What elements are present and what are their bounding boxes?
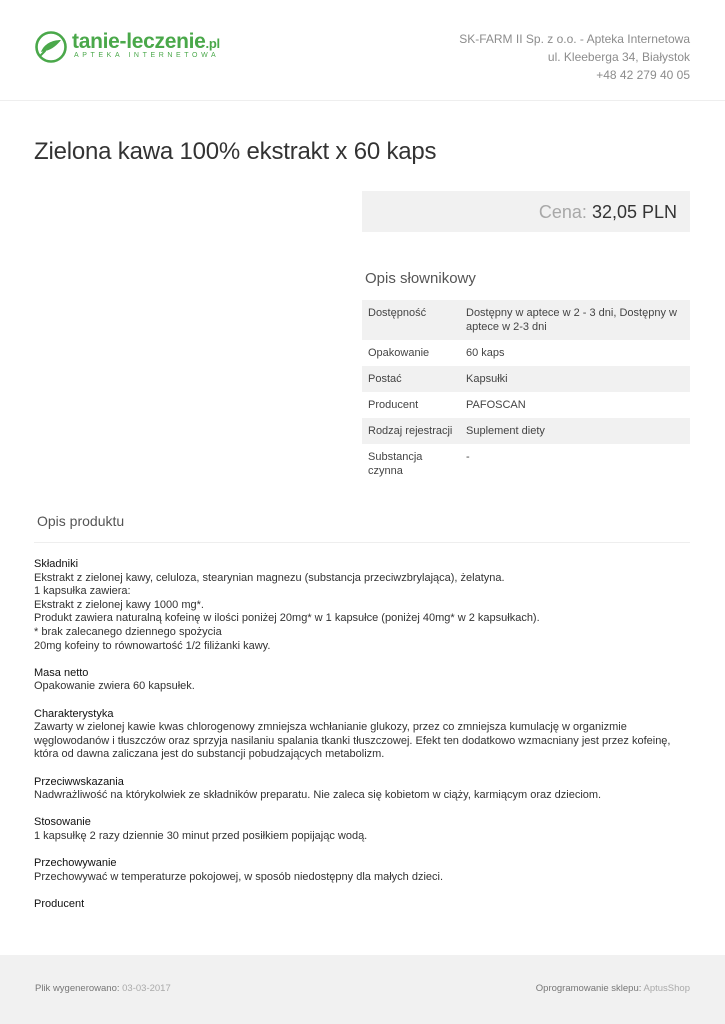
table-row: [362, 392, 690, 418]
company-name: SK-FARM II Sp. z o.o. - Apteka Internetowa: [459, 32, 690, 46]
section-line: * brak zalecanego dziennego spożycia: [34, 625, 222, 638]
table-row: [362, 300, 690, 340]
section-line: Opakowanie zwiera 60 kapsułek.: [34, 680, 195, 693]
attribute-key: Producent: [368, 399, 419, 411]
software-label: Oprogramowanie sklepu:: [535, 983, 642, 994]
section-line: 1 kapsułkę 2 razy dziennie 30 minut przed posiłkiem popijając wodą.: [34, 829, 368, 842]
description-section: [34, 667, 690, 694]
leaf-swoosh-logo-icon: [34, 30, 68, 64]
attributes-table: [362, 300, 690, 484]
logo-wordmark: [72, 30, 220, 54]
section-line: Przechowywać w temperaturze pokojowej, w sposób niedostępny dla małych dzieci.: [34, 870, 444, 883]
section-line: 1 kapsułka zawiera:: [34, 585, 131, 598]
company-address: ul. Kleeberga 34, Białystok: [547, 50, 690, 64]
description-section: [34, 816, 690, 843]
pharmacy-logo[interactable]: [34, 28, 234, 68]
price: [539, 202, 677, 223]
description-section: [34, 898, 690, 912]
attribute-key: Rodzaj rejestracji: [368, 425, 453, 437]
software-info: [536, 983, 690, 994]
attribute-value: -: [466, 451, 470, 463]
section-heading: Przechowywanie: [34, 857, 117, 870]
divider: [34, 542, 690, 543]
attribute-value: Suplement diety: [466, 425, 545, 437]
software-link[interactable]: AptusShop: [643, 983, 690, 994]
section-line: Nadwrażliwość na którykolwiek ze składników preparatu. Nie zaleca się kobietom w ciąży, karmiącym oraz dzieciom.: [34, 789, 602, 802]
section-heading: Przeciwwskazania: [34, 775, 124, 788]
page-header: [0, 0, 725, 101]
section-heading: Masa netto: [34, 666, 89, 679]
attribute-key: Dostępność: [368, 307, 427, 319]
section-line: węglowodanów i tłuszczów oraz sprzyja nasilaniu spalania tkanki tłuszczowej. Efekt ten dodatkowo wzmacniany jest przez kofeinę,: [34, 734, 671, 747]
price-label: Cena:: [538, 202, 587, 222]
section-line: Ekstrakt z zielonej kawy, celuloza, stearynian magnezu (substancja przeciwzbrylająca), żelatyna.: [34, 571, 505, 584]
generated-label: Plik wygenerowano:: [35, 983, 120, 994]
dictionary-title: Opis słownikowy: [365, 270, 476, 287]
attribute-key: Postać: [368, 373, 402, 385]
section-heading: Charakterystyka: [34, 707, 114, 720]
table-row: [362, 366, 690, 392]
section-line: 20mg kofeiny to równowartość 1/2 filiżanki kawy.: [34, 639, 271, 652]
description-section: [34, 857, 690, 884]
attribute-key: Substancja czynna: [368, 451, 423, 477]
attribute-value: 60 kaps: [466, 347, 505, 359]
section-heading: Składniki: [34, 558, 79, 570]
generated-date: 03-03-2017: [122, 983, 171, 994]
section-line: Produkt zawiera naturalną kofeinę w ilości poniżej 20mg* w 1 kapsułce (poniżej 40mg* w 2 kapsułkach).: [34, 612, 540, 625]
generation-info: [35, 983, 171, 994]
section-heading: Stosowanie: [34, 816, 91, 829]
description-section: [34, 558, 690, 653]
section-line: która od dawna zaliczana jest do substancji pobudzających metabolizm.: [34, 748, 385, 761]
table-row: [362, 444, 690, 484]
price-value: 32,05 PLN: [591, 202, 677, 222]
attribute-value: PAFOSCAN: [466, 399, 526, 411]
attribute-value: Kapsułki: [466, 373, 508, 385]
page-footer: [0, 955, 725, 1024]
section-line: Ekstrakt z zielonej kawy 1000 mg*.: [34, 598, 204, 611]
description-section: [34, 708, 690, 762]
product-title: Zielona kawa 100% ekstrakt x 60 kaps: [34, 138, 437, 165]
table-row: [362, 418, 690, 444]
product-description: [34, 558, 690, 925]
description-section: [34, 776, 690, 803]
attribute-key: Opakowanie: [368, 347, 430, 359]
table-row: [362, 340, 690, 366]
section-heading: Producent: [34, 897, 85, 910]
attribute-value: Dostępny w aptece w 2 - 3 dni, Dostępny w aptece w 2-3 dni: [466, 307, 677, 333]
section-line: Zawarty w zielonej kawie kwas chlorogenowy zmniejsza wchłanianie glukozy, przez co zmniejsza kumulację w organizmie: [34, 721, 627, 734]
logo-tagline: APTEKA INTERNETOWA: [74, 52, 220, 59]
logo-name-text: tanie-leczenie: [72, 30, 206, 53]
company-phone: +48 42 279 40 05: [596, 68, 690, 82]
description-title: Opis produktu: [37, 513, 125, 529]
company-info: [459, 30, 690, 84]
price-box: [362, 191, 690, 232]
logo-tld-text: .pl: [205, 36, 220, 51]
